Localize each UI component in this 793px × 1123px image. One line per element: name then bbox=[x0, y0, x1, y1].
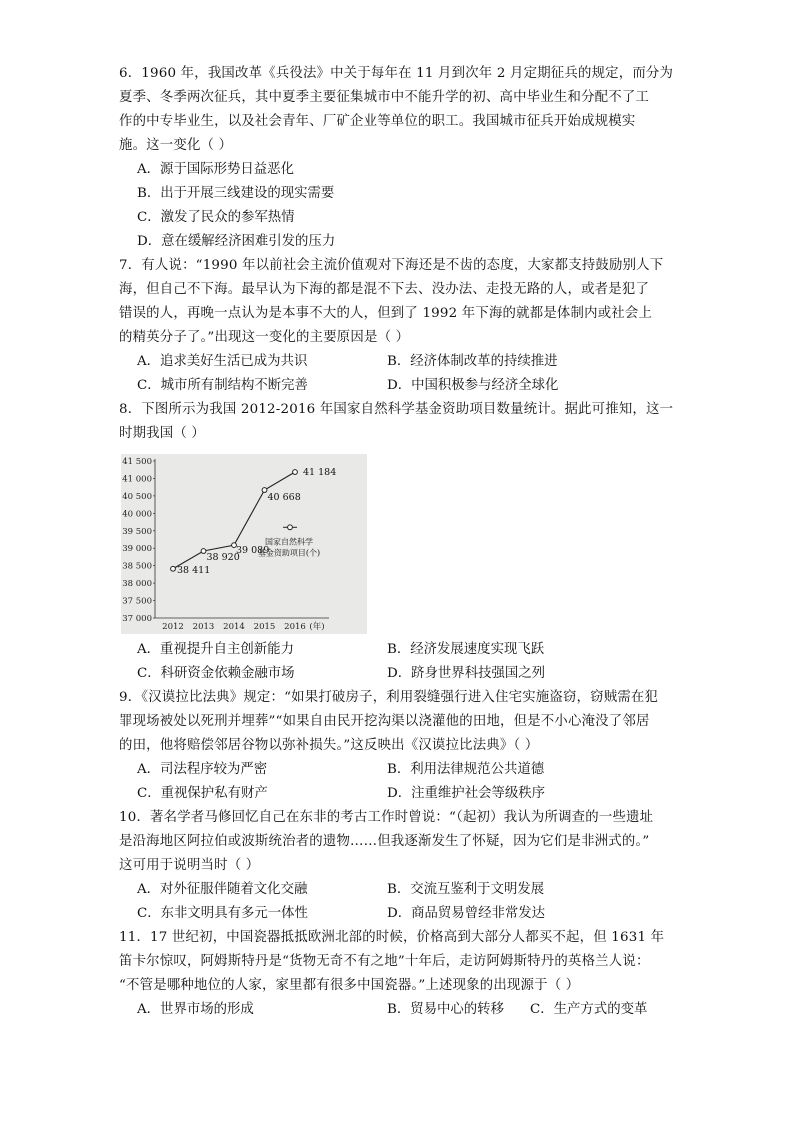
data-label: 39 089 bbox=[236, 545, 270, 557]
question-8-option-b: B．经济发展速度实现飞跃 bbox=[387, 642, 545, 657]
question-7-option-c: C．城市所有制结构不断完善 bbox=[137, 378, 308, 393]
question-10-option-b: B．交流互鉴利于文明发展 bbox=[387, 882, 545, 897]
legend-label: 国家自然科学 bbox=[265, 537, 313, 547]
question-10-option-c: C．东非文明具有多元一体性 bbox=[137, 906, 308, 921]
y-tick-label: 40 000 bbox=[122, 509, 152, 520]
question-11-line: 11．17 世纪初，中国瓷器抵抵欧洲北部的时候，价格高到大部分人都买不起，但 1631 年 bbox=[119, 930, 665, 945]
question-7-line: 错误的人，再晚一点认为是本事不大的人，但到了 1992 年下海的就都是体制内或社会上 bbox=[119, 306, 653, 321]
question-7-option-a: A．追求美好生活已成为共识 bbox=[137, 354, 308, 369]
question-9-option-a: A．司法程序较为严密 bbox=[137, 762, 268, 777]
question-8-option-c: C．科研资金依赖金融市场 bbox=[137, 666, 295, 681]
question-10-line: 这可用于说明当时（ ） bbox=[119, 858, 260, 873]
data-point bbox=[293, 470, 298, 475]
question-7-line: 海，但自己不下海。最早认为下海的都是混不下去、没办法、走投无路的人，或者是犯了 bbox=[119, 282, 650, 297]
y-tick-label: 41 500 bbox=[122, 457, 152, 467]
y-tick-label: 37 000 bbox=[122, 614, 152, 624]
data-label: 41 184 bbox=[303, 467, 337, 479]
question-6-line: 6．1960 年，我国改革《兵役法》中关于每年在 11 月到次年 2 月定期征兵的规定，而分为 bbox=[119, 66, 674, 81]
x-tick-label: 2014 bbox=[223, 622, 245, 632]
data-point bbox=[262, 488, 267, 493]
y-tick-label: 37 500 bbox=[122, 596, 152, 607]
question-9-options-row bbox=[119, 758, 679, 782]
question-10 bbox=[119, 806, 679, 926]
question-10-option-d: D．商品贸易曾经非常发达 bbox=[387, 906, 546, 921]
question-8-options-row bbox=[119, 638, 679, 662]
question-9-line: 罪现场被处以死刑并埋葬”“如果自由民开挖沟渠以浇灌他的田地，但是不小心淹没了邻居 bbox=[119, 714, 650, 729]
question-9-option-c: C．重视保护私有财产 bbox=[137, 786, 268, 801]
question-8-option-a: A．重视提升自主创新能力 bbox=[137, 642, 294, 657]
x-tick-label: 2016 bbox=[284, 622, 306, 632]
question-10-option-a: A．对外征服伴随着文化交融 bbox=[137, 882, 308, 897]
y-tick-label: 38 500 bbox=[122, 561, 152, 572]
question-9-option-d: D．注重维护社会等级秩序 bbox=[387, 786, 546, 801]
question-9-line: 9．《汉谟拉比法典》规定：“如果打破房子，利用裂缝强行进入住宅实施盗窃，窃贼需在犯 bbox=[119, 690, 659, 705]
question-7-line: 的精英分子了。”出现这一变化的主要原因是（ ） bbox=[119, 330, 410, 345]
y-tick-label: 39 500 bbox=[122, 526, 152, 537]
y-tick-label: 38 000 bbox=[122, 579, 152, 590]
data-point bbox=[171, 566, 176, 571]
question-8-line: 8．下图所示为我国 2012-2016 年国家自然科学基金资助项目数量统计。据此可推知，这一 bbox=[119, 402, 674, 417]
funding-line-chart-svg bbox=[121, 454, 367, 634]
data-point bbox=[201, 549, 206, 554]
question-8-option-d: D．跻身世界科技强国之列 bbox=[387, 666, 546, 681]
question-10-line: 10．著名学者马修回忆自己在东非的考古工作时曾说：“（起初）我认为所调查的一些遗址 bbox=[119, 810, 654, 825]
question-7-options-row bbox=[119, 350, 679, 374]
question-7-option-b: B．经济体制改革的持续推进 bbox=[387, 354, 558, 369]
question-8 bbox=[119, 398, 679, 686]
data-label: 38 920 bbox=[206, 552, 240, 564]
funding-line-chart bbox=[121, 454, 367, 634]
y-tick-label: 41 000 bbox=[122, 474, 152, 485]
question-11-option-c: C．生产方式的变革 bbox=[530, 1002, 648, 1017]
question-9 bbox=[119, 686, 679, 806]
y-tick-label: 40 500 bbox=[122, 491, 152, 502]
x-tick-label: 2015 bbox=[253, 622, 276, 632]
legend-label: 基金资助项目(个) bbox=[257, 548, 321, 558]
question-11-line: 笛卡尔惊叹，阿姆斯特丹是“货物无奇不有之地”十年后，走访阿姆斯特丹的英格兰人说： bbox=[119, 954, 650, 969]
question-10-options-row bbox=[119, 878, 679, 902]
x-axis-unit: (年) bbox=[309, 622, 325, 632]
legend-marker bbox=[288, 525, 293, 530]
question-9-options-row bbox=[119, 782, 679, 806]
y-tick-label: 39 000 bbox=[122, 544, 152, 555]
x-tick-label: 2013 bbox=[192, 622, 215, 632]
question-7-options-row bbox=[119, 374, 679, 398]
question-9-line: 的田，他将赔偿邻居谷物以弥补损失。”这反映出《汉谟拉比法典》（ ） bbox=[119, 738, 539, 753]
question-6-option-c: C．激发了民众的参军热情 bbox=[137, 210, 295, 225]
question-7-line: 7．有人说：“1990 年以前社会主流价值观对下海还是不齿的态度，大家都支持鼓励别人下 bbox=[119, 258, 664, 273]
question-11-line: “不管是哪种地位的人家，家里都有很多中国瓷器。”上述现象的出现源于（ ） bbox=[119, 978, 580, 993]
question-11-options-row bbox=[119, 998, 679, 1022]
question-6-option-a: A．源于国际形势日益恶化 bbox=[137, 162, 294, 177]
question-8-line: 时期我国（ ） bbox=[119, 426, 205, 441]
question-6 bbox=[119, 62, 679, 254]
data-label: 40 668 bbox=[267, 492, 301, 504]
question-6-option-b: B．出于开展三线建设的现实需要 bbox=[137, 186, 335, 201]
question-9-option-b: B．利用法律规范公共道德 bbox=[387, 762, 545, 777]
question-11 bbox=[119, 926, 679, 1022]
question-7-option-d: D．中国积极参与经济全球化 bbox=[387, 378, 559, 393]
data-label: 38 411 bbox=[177, 564, 211, 576]
question-6-line: 施。这一变化（ ） bbox=[119, 138, 233, 153]
question-6-line: 夏季、冬季两次征兵，其中夏季主要征集城市中不能升学的初、高中毕业生和分配不了工 bbox=[119, 90, 650, 105]
question-11-option-b: B．贸易中心的转移 bbox=[387, 1002, 504, 1017]
question-11-option-a: A．世界市场的形成 bbox=[137, 1002, 254, 1017]
question-10-line: 是沿海地区阿拉伯或波斯统治者的遗物……但我逐渐发生了怀疑，因为它们是非洲式的。” bbox=[119, 834, 650, 849]
exam-page bbox=[119, 62, 679, 1022]
question-6-option-d: D．意在缓解经济困难引发的压力 bbox=[137, 234, 336, 249]
question-7 bbox=[119, 254, 679, 398]
x-tick-label: 2012 bbox=[162, 622, 184, 632]
question-10-options-row bbox=[119, 902, 679, 926]
question-6-line: 作的中专毕业生，以及社会青年、厂矿企业等单位的职工。我国城市征兵开始成规模实 bbox=[119, 114, 636, 129]
question-8-options-row bbox=[119, 662, 679, 686]
